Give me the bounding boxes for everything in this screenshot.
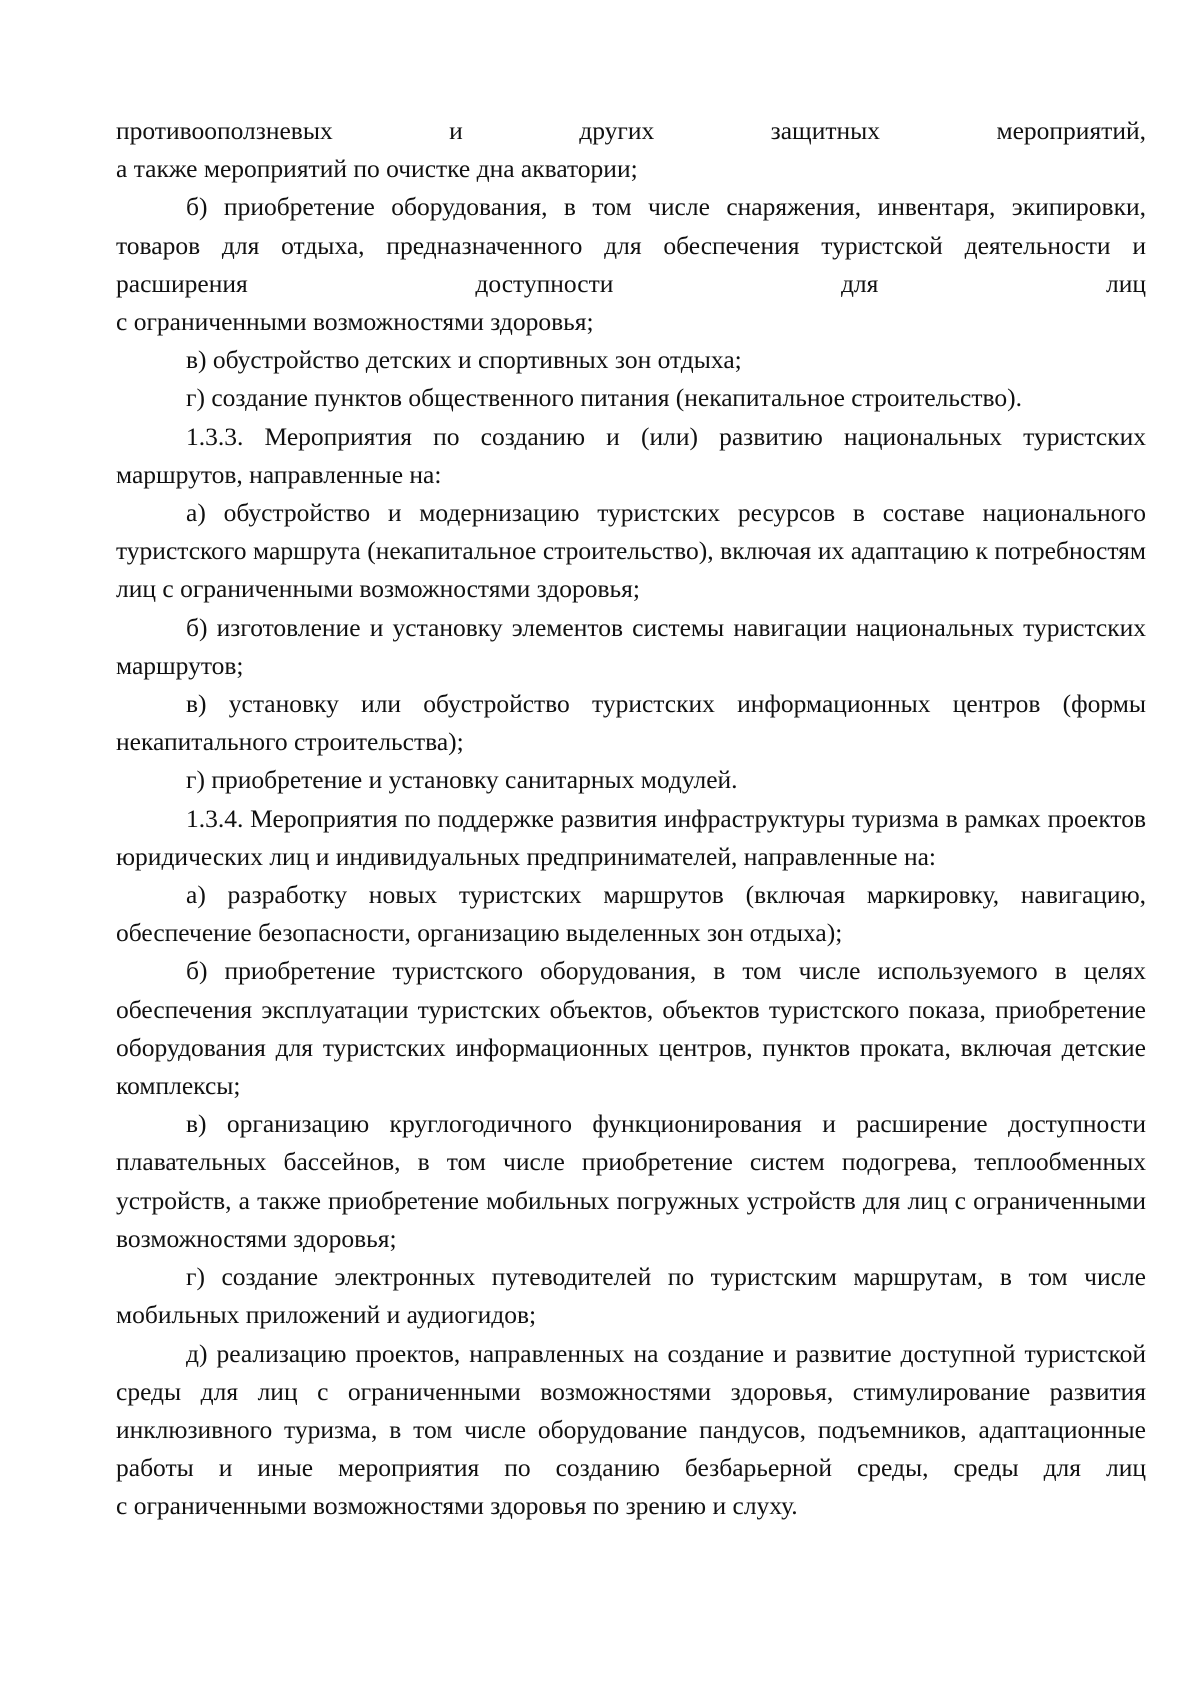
paragraph-11: г) приобретение и установку санитарных модулей. xyxy=(186,765,738,795)
paragraph-3: б) приобретение оборудования, в том числе снаряжения, инвентаря, экипировки, товаров для отдыха, предназначенного для обеспечения туристской деятельности и расширения доступности для лиц xyxy=(116,192,1146,298)
paragraph-6: г) создание пунктов общественного питания (некапитальное строительство). xyxy=(186,383,1022,413)
document-page xyxy=(116,112,1146,1526)
paragraph-18: с ограниченными возможностями здоровья по зрению и слуху. xyxy=(116,1491,798,1521)
paragraph-13: а) разработку новых туристских маршрутов (включая маркировку, навигацию, обеспечение безопасности, организацию выделенных зон отдыха); xyxy=(116,880,1146,948)
paragraph-8: а) обустройство и модернизацию туристских ресурсов в составе национального туристского маршрута (некапитальное строительство), включая их адаптацию к потребностям лиц с ограниченными возможностями здоровья; xyxy=(116,498,1146,604)
paragraph-5: в) обустройство детских и спортивных зон отдыха; xyxy=(186,345,742,375)
paragraph-14: б) приобретение туристского оборудования, в том числе используемого в целях обеспечения эксплуатации туристских объектов, объектов туристского показа, приобретение оборудования для туристских информационных центров, пунктов проката, включая детские комплексы; xyxy=(116,956,1146,1101)
paragraph-15: в) организацию круглогодичного функционирования и расширение доступности плавательных бассейнов, в том числе приобретение систем подогрева, теплообменных устройств, а также приобретение мобильных погружных устройств для лиц с ограниченными возможностями здоровья; xyxy=(116,1109,1146,1253)
paragraph-7: 1.3.3. Мероприятия по созданию и (или) развитию национальных туристских маршрутов, направленные на: xyxy=(116,421,1146,489)
paragraph-2: а также мероприятий по очистке дна акватории; xyxy=(116,154,638,184)
paragraph-10: в) установку или обустройство туристских информационных центров (формы некапитального строительства); xyxy=(116,689,1146,757)
paragraph-9: б) изготовление и установку элементов системы навигации национальных туристских маршрутов; xyxy=(116,612,1146,680)
paragraph-4: с ограниченными возможностями здоровья; xyxy=(116,307,594,337)
paragraph-1: противооползневых и других защитных мероприятий, xyxy=(116,116,1146,145)
paragraph-12: 1.3.4. Мероприятия по поддержке развития инфраструктуры туризма в рамках проектов юридических лиц и индивидуальных предпринимателей, направленные на: xyxy=(116,803,1146,871)
paragraph-17: д) реализацию проектов, направленных на создание и развитие доступной туристской среды для лиц с ограниченными возможностями здоровья, стимулирование развития инклюзивного туризма, в том числе оборудование пандусов, подъемников, адаптационные работы и иные мероприятия по созданию безбарьерной среды, среды для лиц xyxy=(116,1338,1146,1483)
paragraph-16: г) создание электронных путеводителей по туристским маршрутам, в том числе мобильных приложений и аудиогидов; xyxy=(116,1262,1146,1330)
